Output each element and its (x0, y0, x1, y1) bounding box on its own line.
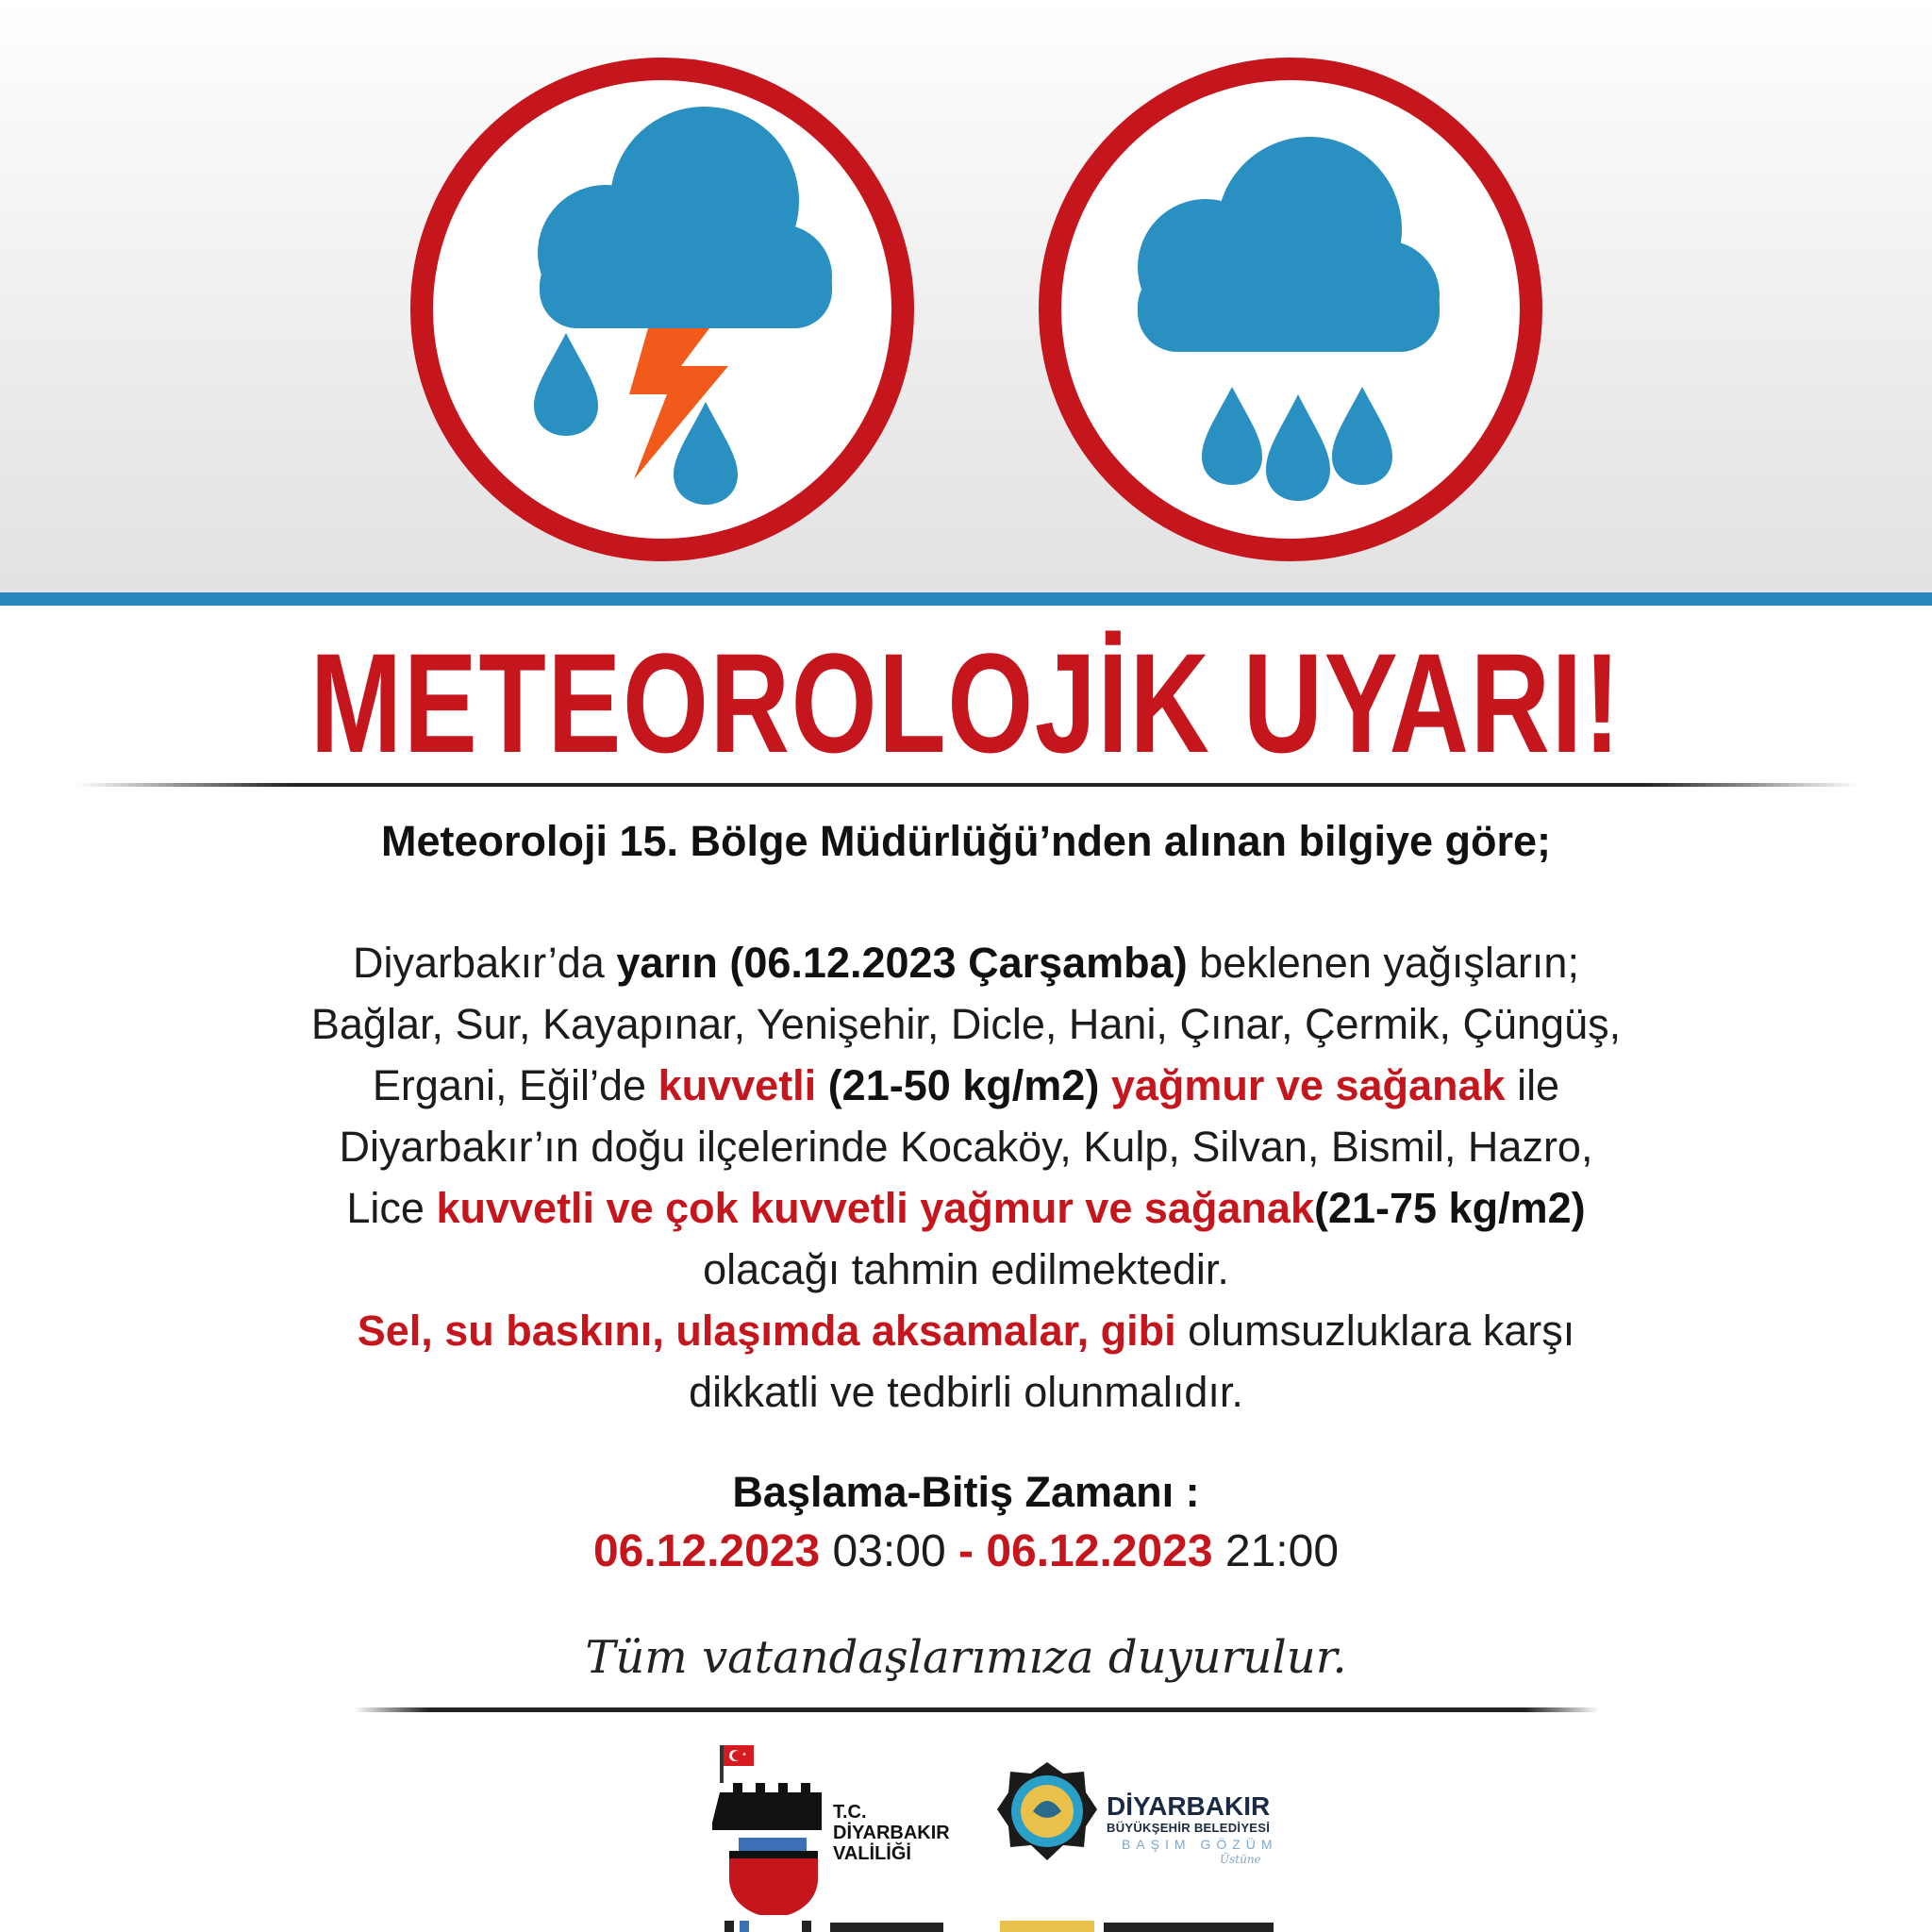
end-time: 21:00 (1212, 1526, 1340, 1576)
body-line-2: Bağlar, Sur, Kayapınar, Yenişehir, Dicle, Hani, Çınar, Çermik, Çüngüş, (310, 1000, 1622, 1048)
range-separator: - (958, 1526, 974, 1576)
warning-title: METEOROLOJİK UYARI! (309, 624, 1623, 782)
body-line-8: dikkatli ve tedbirli olunmalıdır. (689, 1368, 1243, 1416)
body-line-6: olacağı tahmin edilmektedir. (703, 1245, 1229, 1293)
heavy-rain-icon (1026, 45, 1555, 574)
header-divider (0, 592, 1932, 606)
body-line-3: Ergani, Eğil’de kuvvetli (21-50 kg/m2) yağmur ve sağanak ile (372, 1061, 1560, 1109)
footer-divider (354, 1707, 1599, 1712)
body-line-7: Sel, su baskını, ulaşımda aksamalar, gibi olumsuzluklara karşı (357, 1307, 1575, 1355)
time-label: Başlama-Bitiş Zamanı : (732, 1468, 1200, 1516)
body-line-5: Lice kuvvetli ve çok kuvvetli yağmur ve sağanak(21-75 kg/m2) (346, 1184, 1586, 1232)
belediye-logo (995, 1755, 1297, 1896)
body-line-4: Diyarbakır’ın doğu ilçelerinde Kocaköy, Kulp, Silvan, Bismil, Hazro, (339, 1123, 1593, 1171)
title-divider (75, 783, 1858, 787)
belediye-emblem-icon (995, 1755, 1099, 1877)
warning-body (170, 932, 1762, 1423)
header-band (0, 0, 1932, 592)
valilik-name: T.C. DİYARBAKIR VALİLİĞİ (833, 1802, 950, 1864)
start-date: 06.12.2023 (592, 1526, 821, 1576)
time-range (0, 1521, 1932, 1583)
start-time: 03:00 (820, 1526, 958, 1576)
valilik-logo (712, 1736, 958, 1915)
valilik-emblem-icon (712, 1736, 835, 1915)
body-line-1: Diyarbakır’da yarın (06.12.2023 Çarşamba) beklenen yağışların; (353, 939, 1579, 987)
source-line: Meteoroloji 15. Bölge Müdürlüğü’nden alınan bilgiye göre; (380, 817, 1552, 865)
cropped-logos-strip (0, 1915, 1932, 1932)
closing-note: Tüm vatandaşlarımıza duyurulur. (585, 1631, 1347, 1684)
thunderstorm-rain-icon (398, 45, 926, 574)
end-date: 06.12.2023 (973, 1526, 1213, 1576)
belediye-name: DİYARBAKIR BÜYÜKŞEHİR BELEDİYESİ BAŞIM GÖZÜM Üstüne (1107, 1791, 1278, 1866)
